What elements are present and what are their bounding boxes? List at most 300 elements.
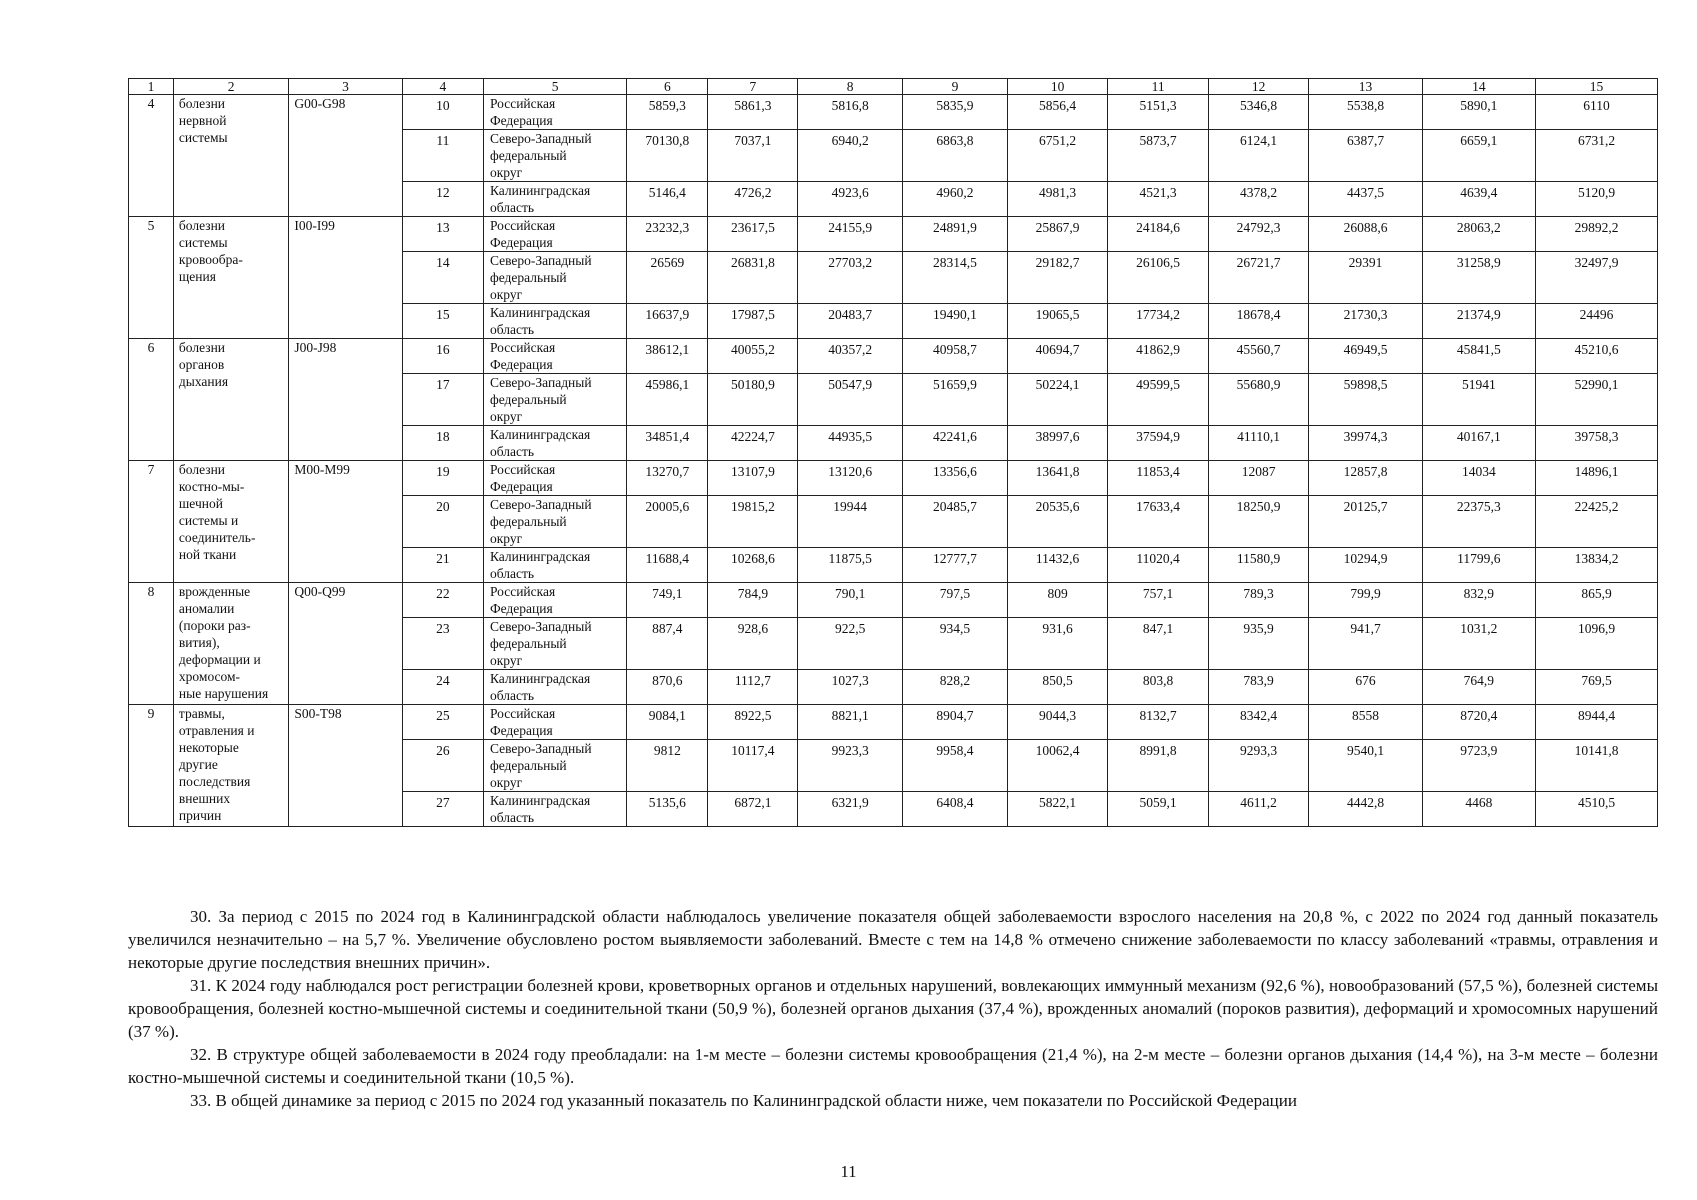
- value-cell: 783,9: [1208, 670, 1309, 705]
- value-cell: 20535,6: [1007, 496, 1108, 548]
- disease-class-line: отравления и: [178, 723, 255, 738]
- value-cell: 28063,2: [1422, 217, 1535, 252]
- value-cell: 5856,4: [1007, 95, 1108, 130]
- paragraph-33: 33. В общей динамике за период с 2015 по 2024 год указанный показатель по Калининградской области ниже, чем показатели по Российской Федерации: [190, 1091, 1297, 1110]
- region-line: федеральный: [489, 148, 567, 163]
- value-cell: 26721,7: [1208, 252, 1309, 304]
- class-number-cell: 4: [129, 95, 174, 217]
- value-cell: 8132,7: [1108, 705, 1209, 740]
- value-cell: 19490,1: [903, 304, 1008, 339]
- region-line: Федерация: [489, 357, 553, 372]
- disease-class-line: системы: [178, 235, 228, 250]
- value-cell: 37594,9: [1108, 426, 1209, 461]
- table-row: [129, 217, 1658, 252]
- disease-class-line: внешних: [178, 791, 231, 806]
- icd-code-cell: Q00-Q99: [289, 583, 402, 705]
- region-line: Федерация: [489, 723, 553, 738]
- region-line: Российская: [489, 706, 556, 721]
- value-cell: 11580,9: [1208, 548, 1309, 583]
- region-line: Российская: [489, 340, 556, 355]
- value-cell: 784,9: [708, 583, 798, 618]
- value-cell: 4923,6: [798, 182, 903, 217]
- value-cell: 24155,9: [798, 217, 903, 252]
- value-cell: 6872,1: [708, 792, 798, 827]
- morbidity-table: [128, 78, 1658, 827]
- value-cell: 13834,2: [1536, 548, 1658, 583]
- value-cell: 20125,7: [1309, 496, 1422, 548]
- disease-class-line: другие: [178, 757, 218, 772]
- value-cell: 8821,1: [798, 705, 903, 740]
- row-index-cell: 18: [402, 426, 483, 461]
- region-line: округ: [489, 531, 523, 546]
- value-cell: 70130,8: [627, 130, 708, 182]
- value-cell: 6659,1: [1422, 130, 1535, 182]
- value-cell: 11432,6: [1007, 548, 1108, 583]
- row-index-cell: 21: [402, 548, 483, 583]
- region-cell: [483, 548, 626, 583]
- value-cell: 8991,8: [1108, 740, 1209, 792]
- value-cell: 797,5: [903, 583, 1008, 618]
- region-line: область: [489, 322, 535, 337]
- table-row: [129, 95, 1658, 130]
- value-cell: 25867,9: [1007, 217, 1108, 252]
- disease-class-line: соединитель-: [178, 530, 256, 545]
- header-cell: 3: [289, 79, 402, 95]
- region-cell: [483, 95, 626, 130]
- region-line: область: [489, 810, 535, 825]
- value-cell: 1096,9: [1536, 618, 1658, 670]
- paragraph-32: 32. В структуре общей заболеваемости в 2024 году преобладали: на 1-м месте – болезни системы кровообращения (21,4 %), на 2-м месте – болезни органов дыхания (14,4 %), на 3-м месте – болезни костно-мышечной системы и соединительной ткани (10,5 %).: [128, 1045, 1658, 1087]
- table-body: [129, 95, 1658, 827]
- value-cell: 55680,9: [1208, 374, 1309, 426]
- value-cell: 50224,1: [1007, 374, 1108, 426]
- value-cell: 5835,9: [903, 95, 1008, 130]
- value-cell: 50547,9: [798, 374, 903, 426]
- value-cell: 6387,7: [1309, 130, 1422, 182]
- region-line: Северо-Западный: [489, 253, 592, 268]
- value-cell: 12777,7: [903, 548, 1008, 583]
- value-cell: 26088,6: [1309, 217, 1422, 252]
- value-cell: 6321,9: [798, 792, 903, 827]
- region-cell: [483, 618, 626, 670]
- icd-code-cell: S00-T98: [289, 705, 402, 827]
- region-cell: [483, 217, 626, 252]
- row-index-cell: 24: [402, 670, 483, 705]
- value-cell: 17987,5: [708, 304, 798, 339]
- value-cell: 12087: [1208, 461, 1309, 496]
- value-cell: 928,6: [708, 618, 798, 670]
- table-row: [129, 705, 1658, 740]
- value-cell: 46949,5: [1309, 339, 1422, 374]
- value-cell: 6863,8: [903, 130, 1008, 182]
- value-cell: 13270,7: [627, 461, 708, 496]
- value-cell: 22375,3: [1422, 496, 1535, 548]
- disease-class-line: причин: [178, 808, 222, 823]
- value-cell: 18250,9: [1208, 496, 1309, 548]
- value-cell: 21730,3: [1309, 304, 1422, 339]
- value-cell: 5059,1: [1108, 792, 1209, 827]
- value-cell: 17633,4: [1108, 496, 1209, 548]
- value-cell: 21374,9: [1422, 304, 1535, 339]
- region-cell: [483, 792, 626, 827]
- class-number-cell: 8: [129, 583, 174, 705]
- value-cell: 4960,2: [903, 182, 1008, 217]
- row-index-cell: 23: [402, 618, 483, 670]
- region-line: Калининградская: [489, 793, 591, 808]
- value-cell: 5822,1: [1007, 792, 1108, 827]
- value-cell: 50180,9: [708, 374, 798, 426]
- value-cell: 24891,9: [903, 217, 1008, 252]
- table-row: [129, 461, 1658, 496]
- disease-class-line: врожденные: [178, 584, 251, 599]
- value-cell: 18678,4: [1208, 304, 1309, 339]
- disease-class-line: болезни: [178, 96, 226, 111]
- row-index-cell: 22: [402, 583, 483, 618]
- value-cell: 790,1: [798, 583, 903, 618]
- region-line: округ: [489, 287, 523, 302]
- value-cell: 29182,7: [1007, 252, 1108, 304]
- row-index-cell: 16: [402, 339, 483, 374]
- value-cell: 8342,4: [1208, 705, 1309, 740]
- value-cell: 9293,3: [1208, 740, 1309, 792]
- icd-code-cell: J00-J98: [289, 339, 402, 461]
- icd-code-cell: M00-M99: [289, 461, 402, 583]
- table-row: [129, 583, 1658, 618]
- value-cell: 16637,9: [627, 304, 708, 339]
- value-cell: 44935,5: [798, 426, 903, 461]
- value-cell: 789,3: [1208, 583, 1309, 618]
- value-cell: 26569: [627, 252, 708, 304]
- value-cell: 5859,3: [627, 95, 708, 130]
- icd-code-cell: I00-I99: [289, 217, 402, 339]
- disease-class-cell: [173, 583, 288, 705]
- morbidity-table-container: [128, 78, 1658, 827]
- region-line: Калининградская: [489, 671, 591, 686]
- disease-class-line: дыхания: [178, 374, 229, 389]
- disease-class-line: системы: [178, 130, 228, 145]
- value-cell: 40055,2: [708, 339, 798, 374]
- header-cell: 10: [1007, 79, 1108, 95]
- row-index-cell: 26: [402, 740, 483, 792]
- row-index-cell: 15: [402, 304, 483, 339]
- value-cell: 865,9: [1536, 583, 1658, 618]
- value-cell: 11688,4: [627, 548, 708, 583]
- disease-class-line: щения: [178, 269, 216, 284]
- disease-class-cell: [173, 217, 288, 339]
- value-cell: 41110,1: [1208, 426, 1309, 461]
- value-cell: 10294,9: [1309, 548, 1422, 583]
- class-number-cell: 6: [129, 339, 174, 461]
- disease-class-line: травмы,: [178, 706, 225, 721]
- value-cell: 9958,4: [903, 740, 1008, 792]
- disease-class-cell: [173, 95, 288, 217]
- value-cell: 42241,6: [903, 426, 1008, 461]
- header-cell: 6: [627, 79, 708, 95]
- row-index-cell: 13: [402, 217, 483, 252]
- value-cell: 59898,5: [1309, 374, 1422, 426]
- disease-class-line: ные нарушения: [178, 686, 269, 701]
- disease-class-line: последствия: [178, 774, 251, 789]
- value-cell: 10117,4: [708, 740, 798, 792]
- paragraph-30: 30. За период с 2015 по 2024 год в Калининградской области наблюдалось увеличение показателя общей заболеваемости взрослого населения на 20,8 %, с 2022 по 2024 год данный показатель увеличился незначительно – на 5,7 %. Увеличение обусловлено ростом выявляемости заболеваний. Вместе с тем на 14,8 % отмечено снижение заболеваемости по классу заболеваний «травмы, отравления и некоторые другие последствия внешних причин».: [128, 907, 1658, 972]
- header-cell: 2: [173, 79, 288, 95]
- value-cell: 931,6: [1007, 618, 1108, 670]
- value-cell: 5890,1: [1422, 95, 1535, 130]
- disease-class-line: нервной: [178, 113, 227, 128]
- value-cell: 803,8: [1108, 670, 1209, 705]
- value-cell: 45986,1: [627, 374, 708, 426]
- region-line: область: [489, 688, 535, 703]
- paragraph-31: 31. К 2024 году наблюдался рост регистрации болезней крови, кроветворных органов и отдельных нарушений, вовлекающих иммунный механизм (92,6 %), новообразований (57,5 %), болезней системы кровообращения, болезней костно-мышечной системы и соединительной ткани (50,9 %), болезней органов дыхания (37,4 %), врожденных аномалий (пороков развития), деформаций и хромосомных нарушений (37 %).: [128, 976, 1658, 1041]
- region-cell: [483, 374, 626, 426]
- header-cell: 11: [1108, 79, 1209, 95]
- disease-class-cell: [173, 705, 288, 827]
- header-cell: 13: [1309, 79, 1422, 95]
- disease-class-line: болезни: [178, 340, 226, 355]
- region-line: Северо-Западный: [489, 131, 592, 146]
- region-cell: [483, 740, 626, 792]
- value-cell: 17734,2: [1108, 304, 1209, 339]
- class-number-cell: 5: [129, 217, 174, 339]
- value-cell: 6940,2: [798, 130, 903, 182]
- value-cell: 14896,1: [1536, 461, 1658, 496]
- value-cell: 5146,4: [627, 182, 708, 217]
- value-cell: 887,4: [627, 618, 708, 670]
- icd-code-cell: G00-G98: [289, 95, 402, 217]
- value-cell: 9044,3: [1007, 705, 1108, 740]
- value-cell: 9923,3: [798, 740, 903, 792]
- region-line: Калининградская: [489, 183, 591, 198]
- row-index-cell: 20: [402, 496, 483, 548]
- value-cell: 850,5: [1007, 670, 1108, 705]
- value-cell: 51659,9: [903, 374, 1008, 426]
- region-line: Федерация: [489, 601, 553, 616]
- region-line: область: [489, 200, 535, 215]
- value-cell: 1027,3: [798, 670, 903, 705]
- value-cell: 32497,9: [1536, 252, 1658, 304]
- disease-class-line: деформации и: [178, 652, 261, 667]
- value-cell: 769,5: [1536, 670, 1658, 705]
- value-cell: 4611,2: [1208, 792, 1309, 827]
- region-line: область: [489, 444, 535, 459]
- header-cell: 8: [798, 79, 903, 95]
- value-cell: 20005,6: [627, 496, 708, 548]
- value-cell: 4442,8: [1309, 792, 1422, 827]
- disease-class-line: аномалии: [178, 601, 235, 616]
- disease-class-line: кровообра-: [178, 252, 243, 267]
- value-cell: 27703,2: [798, 252, 903, 304]
- row-index-cell: 14: [402, 252, 483, 304]
- value-cell: 9540,1: [1309, 740, 1422, 792]
- value-cell: 14034: [1422, 461, 1535, 496]
- row-index-cell: 10: [402, 95, 483, 130]
- value-cell: 13120,6: [798, 461, 903, 496]
- region-line: федеральный: [489, 270, 567, 285]
- value-cell: 40357,2: [798, 339, 903, 374]
- region-line: федеральный: [489, 758, 567, 773]
- disease-class-line: вития),: [178, 635, 220, 650]
- region-line: Калининградская: [489, 305, 591, 320]
- value-cell: 23617,5: [708, 217, 798, 252]
- value-cell: 22425,2: [1536, 496, 1658, 548]
- value-cell: 6110: [1536, 95, 1658, 130]
- value-cell: 8904,7: [903, 705, 1008, 740]
- region-line: Калининградская: [489, 549, 591, 564]
- value-cell: 8922,5: [708, 705, 798, 740]
- row-index-cell: 17: [402, 374, 483, 426]
- header-cell: 9: [903, 79, 1008, 95]
- region-line: округ: [489, 653, 523, 668]
- value-cell: 10062,4: [1007, 740, 1108, 792]
- region-line: Северо-Западный: [489, 375, 592, 390]
- value-cell: 13641,8: [1007, 461, 1108, 496]
- value-cell: 8558: [1309, 705, 1422, 740]
- value-cell: 4437,5: [1309, 182, 1422, 217]
- row-index-cell: 12: [402, 182, 483, 217]
- value-cell: 6731,2: [1536, 130, 1658, 182]
- value-cell: 9723,9: [1422, 740, 1535, 792]
- value-cell: 40694,7: [1007, 339, 1108, 374]
- region-line: Российская: [489, 462, 556, 477]
- row-index-cell: 27: [402, 792, 483, 827]
- value-cell: 26106,5: [1108, 252, 1209, 304]
- header-cell: 5: [483, 79, 626, 95]
- region-line: Российская: [489, 584, 556, 599]
- table-row: [129, 339, 1658, 374]
- row-index-cell: 19: [402, 461, 483, 496]
- value-cell: 934,5: [903, 618, 1008, 670]
- disease-class-line: болезни: [178, 462, 226, 477]
- value-cell: 4639,4: [1422, 182, 1535, 217]
- disease-class-line: шечной: [178, 496, 223, 511]
- header-cell: 7: [708, 79, 798, 95]
- value-cell: 4726,2: [708, 182, 798, 217]
- value-cell: 749,1: [627, 583, 708, 618]
- value-cell: 4378,2: [1208, 182, 1309, 217]
- value-cell: 5861,3: [708, 95, 798, 130]
- value-cell: 4510,5: [1536, 792, 1658, 827]
- value-cell: 5873,7: [1108, 130, 1209, 182]
- disease-class-line: системы и: [178, 513, 239, 528]
- value-cell: 29391: [1309, 252, 1422, 304]
- value-cell: 922,5: [798, 618, 903, 670]
- value-cell: 39974,3: [1309, 426, 1422, 461]
- value-cell: 8944,4: [1536, 705, 1658, 740]
- region-line: федеральный: [489, 392, 567, 407]
- value-cell: 809: [1007, 583, 1108, 618]
- value-cell: 1112,7: [708, 670, 798, 705]
- value-cell: 6124,1: [1208, 130, 1309, 182]
- value-cell: 40167,1: [1422, 426, 1535, 461]
- value-cell: 5135,6: [627, 792, 708, 827]
- value-cell: 8720,4: [1422, 705, 1535, 740]
- region-line: округ: [489, 409, 523, 424]
- region-line: Северо-Западный: [489, 619, 592, 634]
- value-cell: 941,7: [1309, 618, 1422, 670]
- value-cell: 10141,8: [1536, 740, 1658, 792]
- value-cell: 42224,7: [708, 426, 798, 461]
- value-cell: 23232,3: [627, 217, 708, 252]
- value-cell: 1031,2: [1422, 618, 1535, 670]
- value-cell: 13107,9: [708, 461, 798, 496]
- row-index-cell: 25: [402, 705, 483, 740]
- value-cell: 24184,6: [1108, 217, 1209, 252]
- header-cell: 4: [402, 79, 483, 95]
- value-cell: 45841,5: [1422, 339, 1535, 374]
- value-cell: 24496: [1536, 304, 1658, 339]
- value-cell: 7037,1: [708, 130, 798, 182]
- region-cell: [483, 182, 626, 217]
- region-line: Северо-Западный: [489, 741, 592, 756]
- disease-class-line: (пороки раз-: [178, 618, 251, 633]
- row-index-cell: 11: [402, 130, 483, 182]
- region-cell: [483, 339, 626, 374]
- value-cell: 4981,3: [1007, 182, 1108, 217]
- value-cell: 40958,7: [903, 339, 1008, 374]
- region-line: округ: [489, 165, 523, 180]
- value-cell: 20485,7: [903, 496, 1008, 548]
- value-cell: 799,9: [1309, 583, 1422, 618]
- disease-class-line: некоторые: [178, 740, 239, 755]
- value-cell: 29892,2: [1536, 217, 1658, 252]
- value-cell: 5151,3: [1108, 95, 1209, 130]
- region-cell: [483, 426, 626, 461]
- body-text: [128, 905, 1658, 1112]
- disease-class-cell: [173, 339, 288, 461]
- value-cell: 49599,5: [1108, 374, 1209, 426]
- disease-class-line: ной ткани: [178, 547, 237, 562]
- value-cell: 764,9: [1422, 670, 1535, 705]
- value-cell: 4468: [1422, 792, 1535, 827]
- header-cell: 14: [1422, 79, 1535, 95]
- disease-class-line: хромосом-: [178, 669, 241, 684]
- value-cell: 9812: [627, 740, 708, 792]
- disease-class-line: костно-мы-: [178, 479, 245, 494]
- header-cell: 1: [129, 79, 174, 95]
- region-cell: [483, 670, 626, 705]
- class-number-cell: 7: [129, 461, 174, 583]
- region-line: Северо-Западный: [489, 497, 592, 512]
- value-cell: 28314,5: [903, 252, 1008, 304]
- header-cell: 12: [1208, 79, 1309, 95]
- region-cell: [483, 705, 626, 740]
- region-line: федеральный: [489, 514, 567, 529]
- class-number-cell: 9: [129, 705, 174, 827]
- value-cell: 34851,4: [627, 426, 708, 461]
- value-cell: 832,9: [1422, 583, 1535, 618]
- value-cell: 5120,9: [1536, 182, 1658, 217]
- region-cell: [483, 461, 626, 496]
- region-line: Федерация: [489, 235, 553, 250]
- value-cell: 870,6: [627, 670, 708, 705]
- region-line: Федерация: [489, 113, 553, 128]
- region-line: область: [489, 566, 535, 581]
- value-cell: 45560,7: [1208, 339, 1309, 374]
- value-cell: 11799,6: [1422, 548, 1535, 583]
- region-line: Российская: [489, 96, 556, 111]
- value-cell: 935,9: [1208, 618, 1309, 670]
- value-cell: 676: [1309, 670, 1422, 705]
- value-cell: 31258,9: [1422, 252, 1535, 304]
- page-number: 11: [840, 1162, 857, 1181]
- value-cell: 26831,8: [708, 252, 798, 304]
- value-cell: 5816,8: [798, 95, 903, 130]
- value-cell: 6751,2: [1007, 130, 1108, 182]
- value-cell: 12857,8: [1309, 461, 1422, 496]
- region-cell: [483, 304, 626, 339]
- region-line: округ: [489, 775, 523, 790]
- value-cell: 13356,6: [903, 461, 1008, 496]
